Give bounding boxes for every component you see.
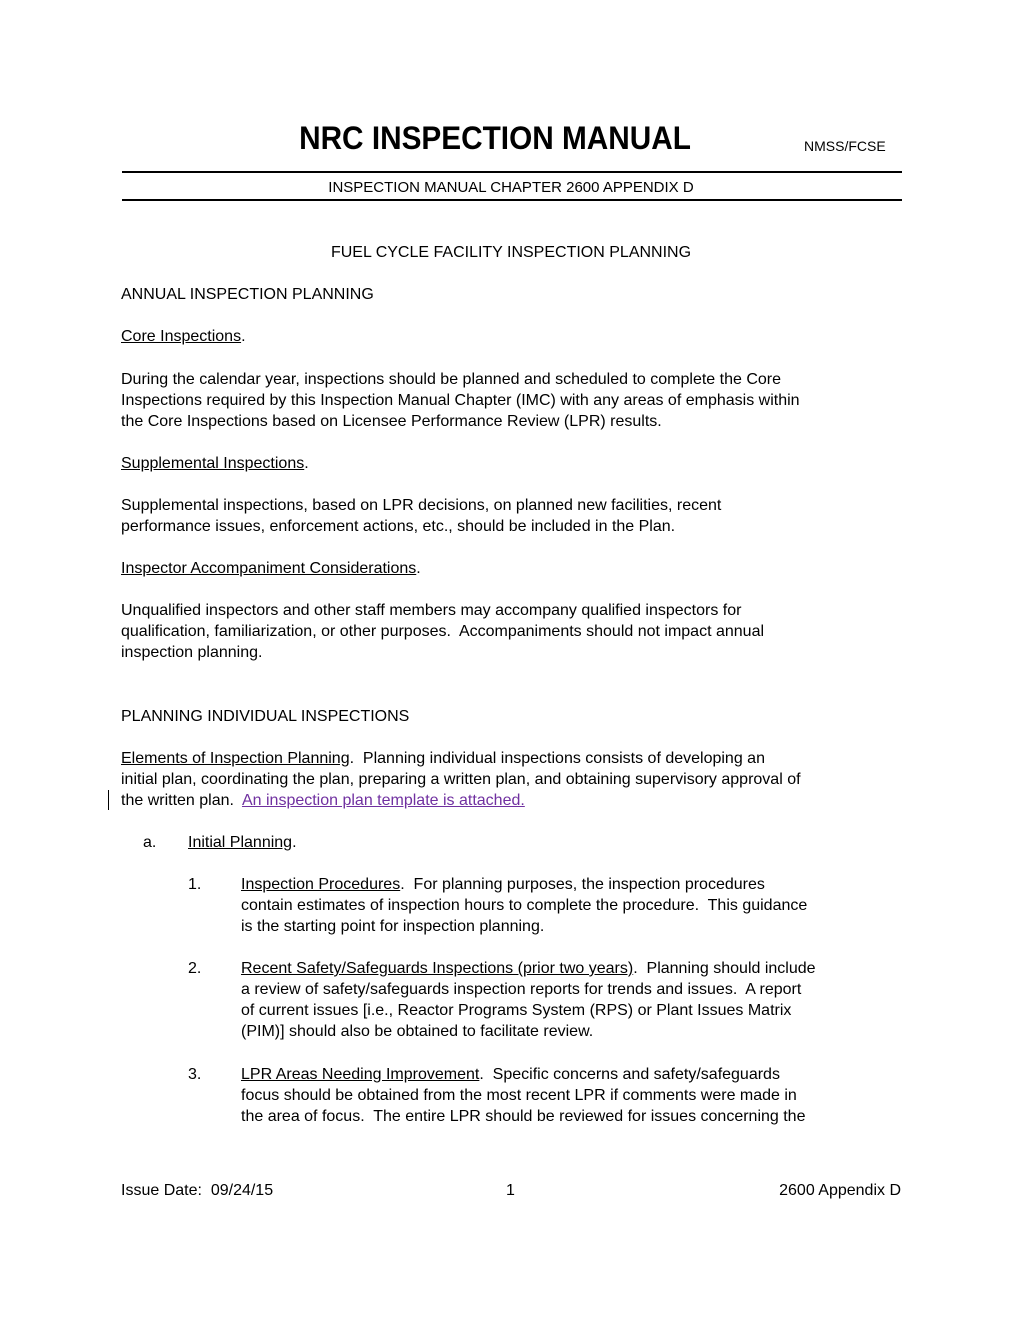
item-line: LPR Areas Needing Improvement. Specific concerns and safety/safeguards [241,1066,780,1083]
manual-title: NRC INSPECTION MANUAL [299,120,691,156]
accomp-line: inspection planning. [121,644,263,661]
footer-page-number: 1 [506,1182,515,1199]
elements-heading: Elements of Inspection Planning [121,750,350,767]
subheading-core: Core Inspections. [121,328,246,345]
footer-issue-date: Issue Date: 09/24/15 [121,1182,274,1199]
core-heading: Core Inspections [121,328,242,345]
supp-line: performance issues, enforcement actions, etc., should be included in the Plan. [121,518,676,535]
item-number: 3. [188,1066,202,1083]
item-number: 2. [188,960,202,977]
subheading-accompaniment: Inspector Accompaniment Considerations. [121,560,421,577]
item-a-heading-line: Initial Planning. [188,834,297,851]
header-rule-top [122,171,902,173]
header-rule-bottom [122,199,902,201]
core-line: During the calendar year, inspections should be planned and scheduled to complete the Core [121,371,781,388]
footer-doc-id: 2600 Appendix D [779,1182,901,1199]
elements-line: the written plan. An inspection plan template is attached. [121,792,525,809]
item-line: the area of focus. The entire LPR should be reviewed for issues concerning the [241,1108,806,1125]
item-heading: Inspection Procedures [241,876,401,893]
template-link[interactable]: An inspection plan template is attached. [241,792,525,809]
office-code: NMSS/FCSE [804,138,886,154]
section-heading-annual: ANNUAL INSPECTION PLANNING [121,286,374,303]
item-heading: Recent Safety/Safeguards Inspections (prior two years) [241,960,634,977]
section-heading-planning: PLANNING INDIVIDUAL INSPECTIONS [121,708,410,725]
item-line: a review of safety/safeguards inspection reports for trends and issues. A report [241,981,802,998]
elements-line: initial plan, coordinating the plan, preparing a written plan, and obtaining supervisory approval of [121,771,801,788]
item-line: (PIM)] should also be obtained to facilitate review. [241,1023,594,1040]
item-line: is the starting point for inspection planning. [241,918,545,935]
accomp-line: Unqualified inspectors and other staff members may accompany qualified inspectors for [121,602,742,619]
chapter-title: INSPECTION MANUAL CHAPTER 2600 APPENDIX D [328,179,694,196]
item-line: Inspection Procedures. For planning purposes, the inspection procedures [241,876,765,893]
item-line: focus should be obtained from the most recent LPR if comments were made in [241,1087,797,1104]
supp-line: Supplemental inspections, based on LPR decisions, on planned new facilities, recent [121,497,722,514]
item-a-heading: Initial Planning [188,834,293,851]
item-number: 1. [188,876,202,893]
item-line: Recent Safety/Safeguards Inspections (prior two years). Planning should include [241,960,816,977]
subheading-supplemental: Supplemental Inspections. [121,455,309,472]
core-line: the Core Inspections based on Licensee Performance Review (LPR) results. [121,413,662,430]
core-line: Inspections required by this Inspection Manual Chapter (IMC) with any areas of emphasis within [121,392,800,409]
item-line: of current issues [i.e., Reactor Programs System (RPS) or Plant Issues Matrix [241,1002,792,1019]
item-a-label: a. [143,834,157,851]
accomp-heading: Inspector Accompaniment Considerations [121,560,417,577]
document-title: FUEL CYCLE FACILITY INSPECTION PLANNING [330,244,692,261]
supp-heading: Supplemental Inspections [121,455,305,472]
item-heading: LPR Areas Needing Improvement [241,1066,480,1083]
change-bar [108,790,109,810]
accomp-line: qualification, familiarization, or other purposes. Accompaniments should not impact annual [121,623,765,640]
item-line: contain estimates of inspection hours to complete the procedure. This guidance [241,897,808,914]
elements-line: Elements of Inspection Planning. Planning individual inspections consists of developing an [121,750,765,767]
